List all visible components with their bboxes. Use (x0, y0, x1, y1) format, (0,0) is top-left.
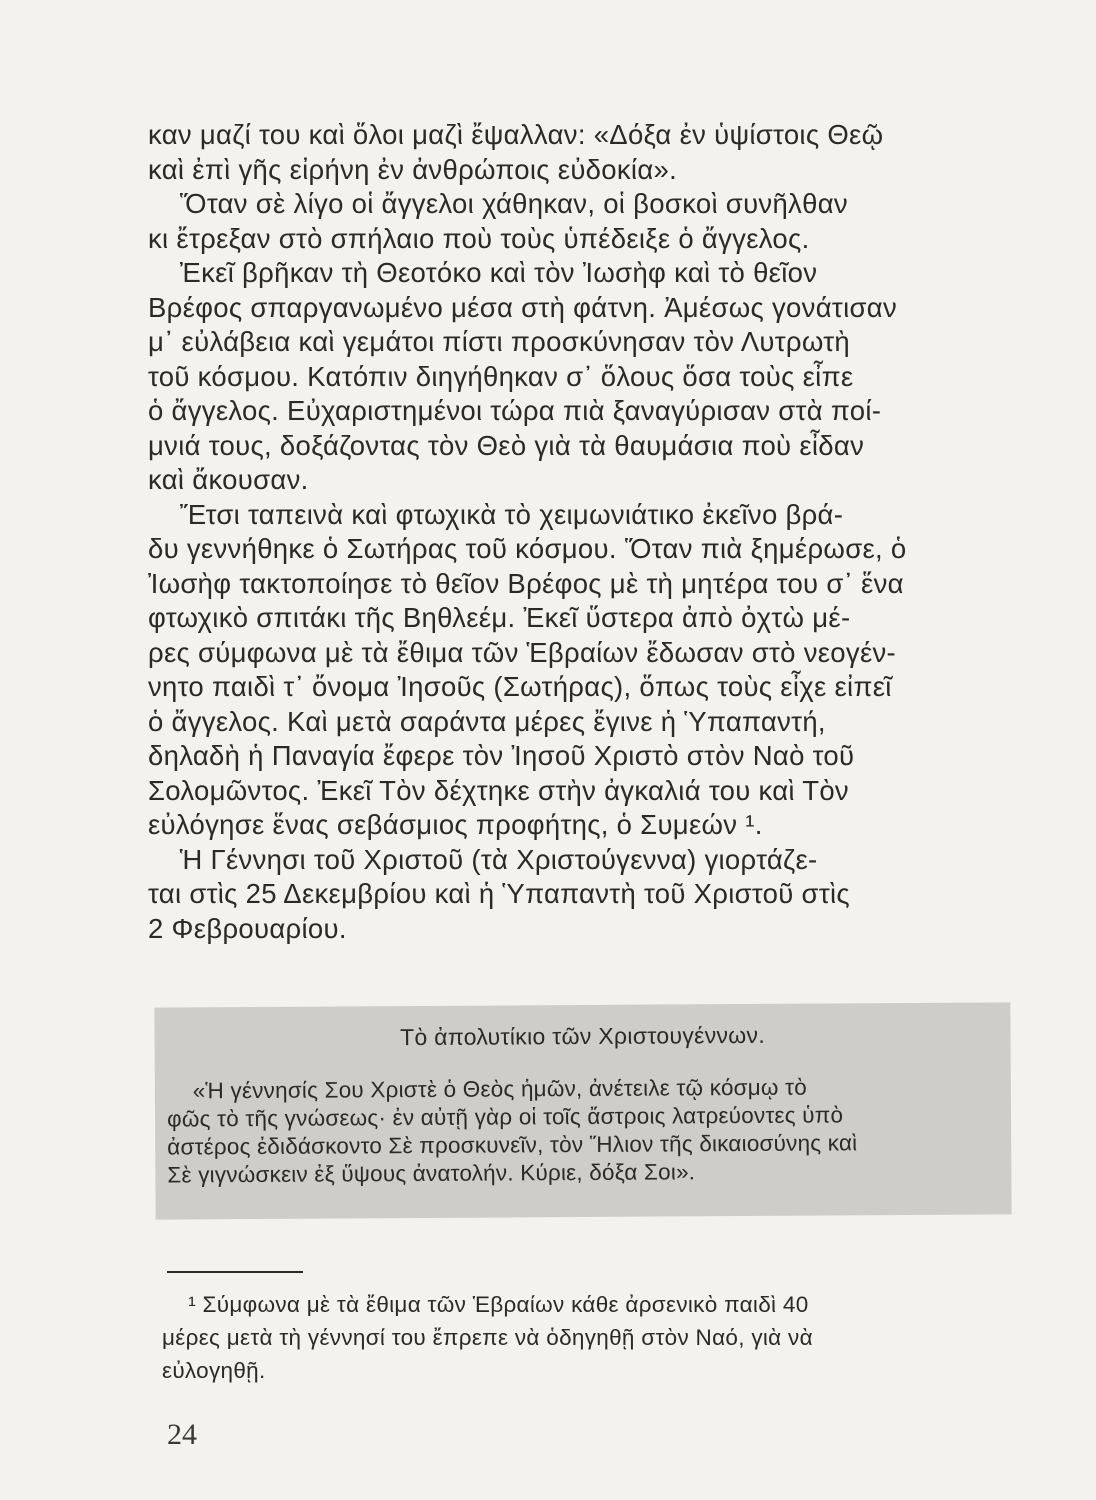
text-line: Ἔτσι ταπεινὰ καὶ φτωχικὰ τὸ χειμωνιάτικο ἐκεῖνο βρά- (148, 498, 844, 530)
text-line: καὶ ἄκουσαν. (148, 464, 309, 495)
text-line: Ἐκεῖ βρῆκαν τὴ Θεοτόκο καὶ τὸν Ἰωσὴφ καὶ τὸ θεῖον (148, 257, 818, 288)
hymn-box (154, 1002, 1011, 1219)
hymn-text (167, 1072, 1002, 1189)
text-line: 2 Φεβρουαρίου. (148, 912, 347, 944)
text-line: καὶ ἐπὶ γῆς εἰρήνη ἐν ἀνθρώποις εὐδοκία». (148, 153, 678, 185)
text-line: Βρέφος σπαργανωμένο μέσα στὴ φάτνη. Ἀμέσως γονάτισαν (148, 291, 897, 323)
text-line: φτωχικὸ σπιτάκι τῆς Βηθλεέμ. Ἐκεῖ ὕστερα ἀπὸ ὀχτὼ μέ- (148, 602, 851, 633)
footnote (162, 1288, 1002, 1387)
text-line: Ἡ Γέννησι τοῦ Χριστοῦ (τὰ Χριστούγεννα) γιορτάζε- (148, 843, 818, 875)
text-line: κι ἔτρεξαν στὸ σπήλαιο ποὺ τοὺς ὑπέδειξε ὁ ἄγγελος. (148, 222, 810, 254)
text-line: ται στὶς 25 Δεκεμβρίου καὶ ἡ Ὑπαπαντὴ τοῦ Χριστοῦ στὶς (148, 878, 850, 909)
page-number: 24 (167, 1418, 197, 1451)
text-line: τοῦ κόσμου. Κατόπιν διηγήθηκαν σ᾽ ὅλους ὅσα τοὺς εἶπε (148, 360, 854, 392)
text-line: ὁ ἄγγελος. Καὶ μετὰ σαράντα μέρες ἔγινε ἡ Ὑπαπαντή, (148, 705, 826, 737)
hymn-line: «Ἡ γέννησίς Σου Χριστὲ ὁ Θεὸς ἡμῶν, ἀνέτειλε τῷ κόσμῳ τὸ (166, 1074, 807, 1104)
text-line: εὐλόγησε ἕνας σεβάσμιος προφήτης, ὁ Συμεών ¹. (148, 809, 763, 840)
footnote-line: ¹ Σύμφωνα μὲ τὰ ἔθιμα τῶν Ἑβραίων κάθε ἀρσενικὸ παιδὶ 40 (162, 1292, 809, 1317)
main-text (148, 118, 996, 946)
hymn-line: φῶς τὸ τῆς γνώσεως· ἐν αὐτῇ γὰρ οἱ τοῖς ἄστροις λατρεύοντες ὑπὸ (166, 1102, 844, 1132)
text-line: δυ γεννήθηκε ὁ Σωτήρας τοῦ κόσμου. Ὅταν πιὰ ξημέρωσε, ὁ (148, 533, 907, 564)
hymn-title: Τὸ ἀπολυτίκιο τῶν Χριστουγέννων. (399, 1021, 766, 1051)
hymn-line: Σὲ γιγνώσκειν ἐξ ὕψους ἀνατολήν. Κύριε, δόξα Σοι». (167, 1159, 696, 1188)
text-line: καν μαζί του καὶ ὅλοι μαζὶ ἔψαλλαν: «Δόξα ἐν ὑψίστοις Θεῷ (148, 119, 884, 150)
text-line: ρες σύμφωνα μὲ τὰ ἔθιμα τῶν Ἑβραίων ἔδωσαν στὸ νεογέν- (148, 636, 897, 668)
text-line: ὁ ἄγγελος. Εὐχαριστημένοι τώρα πιὰ ξαναγύρισαν στὰ ποί- (148, 395, 882, 426)
text-line: δηλαδὴ ἡ Παναγία ἔφερε τὸν Ἰησοῦ Χριστὸ στὸν Ναὸ τοῦ (148, 740, 855, 771)
hymn-line: ἀστέρος ἐδιδάσκοντο Σὲ προσκυνεῖν, τὸν Ἥλιον τῆς δικαιοσύνης καὶ (167, 1130, 858, 1160)
footnote-line: μέρες μετὰ τὴ γέννησί του ἔπρεπε νὰ ὁδηγηθῇ στὸν Ναό, γιὰ νὰ (162, 1325, 813, 1350)
text-line: μνιά τους, δοξάζοντας τὸν Θεὸ γιὰ τὰ θαυμάσια ποὺ εἶδαν (148, 429, 865, 461)
footnote-divider (167, 1271, 303, 1273)
text-line: νητο παιδὶ τ᾽ ὄνομα Ἰησοῦς (Σωτήρας), ὅπως τοὺς εἶχε εἰπεῖ (148, 671, 892, 702)
text-line: Ἰωσὴφ τακτοποίησε τὸ θεῖον Βρέφος μὲ τὴ μητέρα του σ᾽ ἕνα (148, 567, 904, 599)
footnote-line: εὐλογηθῇ. (162, 1358, 266, 1383)
text-line: μ᾽ εὐλάβεια καὶ γεμάτοι πίστι προσκύνησαν τὸν Λυτρωτὴ (148, 326, 850, 357)
text-line: Ὅταν σὲ λίγο οἱ ἄγγελοι χάθηκαν, οἱ βοσκοὶ συνῆλθαν (148, 188, 848, 219)
text-line: Σολομῶντος. Ἐκεῖ Τὸν δέχτηκε στὴν ἀγκαλιά του καὶ Τὸν (148, 774, 849, 806)
